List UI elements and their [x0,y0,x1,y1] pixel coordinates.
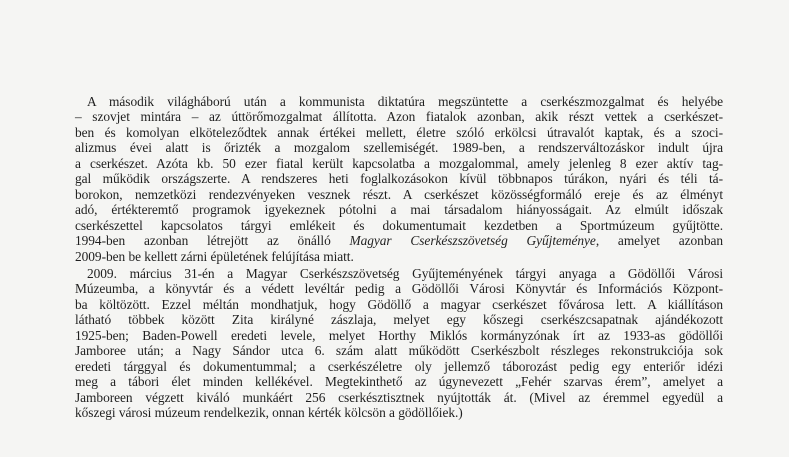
text-line: látható többek között Zita királyné zászlaja, melyet egy kőszegi cserkészcsapatnak ajándékozott [75,312,723,328]
paragraph-2 [75,266,723,421]
text-line: kőszegi városi múzeum rendelkezik, onnan kérték kölcsön a gödöllőiek.) [75,405,463,421]
collection-title: Magyar Cserkészszövetség Gyűjteménye [349,233,596,249]
text-line: A második világháború után a kommunista diktatúra megszüntette a cserkészmozgalmat és helyébe [87,94,723,109]
text-line: eredeti tárggyal és dokumentummal; a cserkészéletre oly jellemző táborozást pedig egy enteriőr idézi [75,358,723,374]
text-line: meg a tábori élet minden kellékével. Megtekinthető az úgynevezett „Fehér szarvas érem”, amelyet a [75,374,723,390]
text-line: – szovjet mintára – az úttörőmozgalmat állította. Azon fiatalok azonban, akik részt vettek a cserkészet- [75,109,723,125]
text-line: 1925-ben; Baden-Powell eredeti levele, melyet Horthy Miklós kormányzónak írt az 1933-as gödöllői [75,327,723,343]
article-text [75,94,723,421]
text-line: alizmus évei alatt is őrizték a mozgalom szellemiségét. 1989-ben, a rendszerváltozáskor indult újra [75,140,723,156]
text-line: gal működik országszerte. A rendszeres heti foglalkozásokon kívül többnapos túrákon, nyári és téli tá- [75,171,723,187]
text-line: borokon, nemzetközi rendezvényeken vesznek részt. A cserkészet közösségformáló ereje és az élményt [75,186,723,202]
text-line: Jamboree után; a Nagy Sándor utca 6. szám alatt működött Cserkészbolt részleges rekonstrukciója sok [75,343,723,359]
text-line-mixed [75,233,723,248]
text-line: 2009. március 31-én a Magyar Cserkészszövetség Gyűjteményének tárgyi anyaga a Gödöllői Városi [87,265,723,281]
text-segment: 1994-ben azonban létrejött az önálló [75,233,350,249]
text-line: a cserkészet. Azóta kb. 50 ezer fiatal került kapcsolatba a mozgalommal, amely jelenleg 8 ezer aktív tag- [75,155,723,171]
paragraph-1 [75,94,723,264]
text-line: adó, értékteremtő programok igyekeznek pótolni a mai társadalom hiányosságait. Az elmúlt időszak [75,202,723,218]
text-segment: , amelyet azonban [595,233,723,249]
text-line: Jamboreen végzett kiváló munkáért 256 cserkésztisztnek nyújtották át. (Mivel az éremmel egyedül a [75,389,723,405]
text-line: 2009-ben be kellett zárni épületének felújítása miatt. [75,248,354,264]
text-line: cserkészettel kapcsolatos tárgyi emlékeit és dokumentumait kezdetben a Sportmúzeum gyűjtötte. [75,217,723,233]
text-line: ben és komolyan elköteleződtek annak értékei mellett, életre szóló erkölcsi útravalót kaptak, és a szoci- [75,124,723,140]
text-line: ba költözött. Ezzel méltán mondhatjuk, hogy Gödöllő a magyar cserkészet fővárosa lett. A kiállításon [75,296,723,312]
text-line: Múzeumba, a könyvtár és a védett levéltár pedig a Gödöllői Városi Könyvtár és Információs Központ- [75,281,723,297]
